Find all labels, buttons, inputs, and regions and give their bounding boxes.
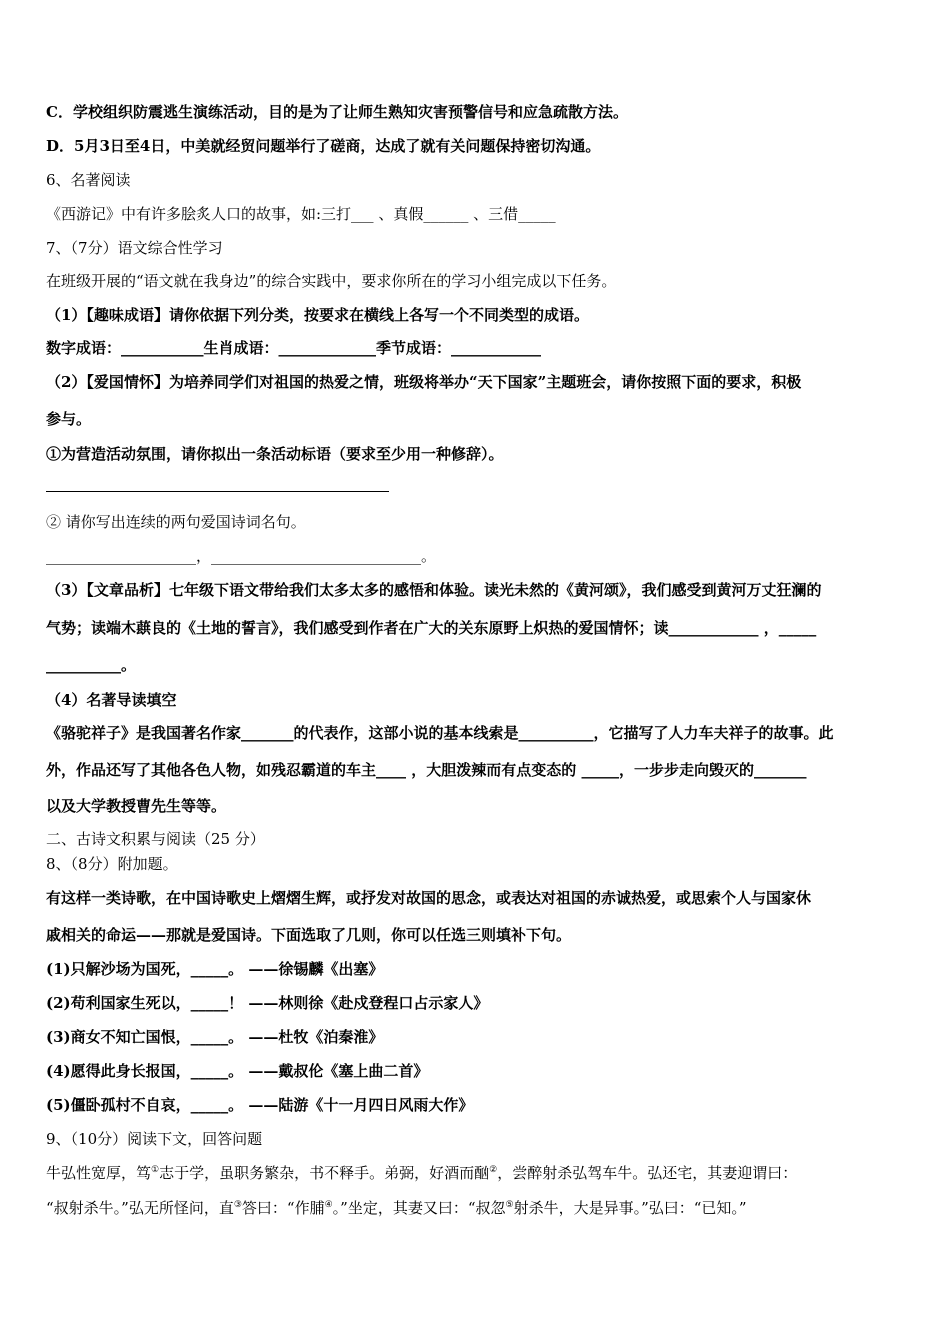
footnote-marker: ③ xyxy=(233,1200,242,1210)
task-2-title-cont: 参与。 xyxy=(46,410,92,428)
task-4-text: 《骆驼祥子》是我国著名作家_______的代表作，这部小说的基本线索是__________，它描写了人力车夫祥子的故事。此 xyxy=(46,724,834,742)
task-4-title: （4）名著导读填空 xyxy=(46,691,177,709)
task-3-blank-end: __________。 xyxy=(46,656,137,674)
passage-text: 射杀牛，大是异事。”弘曰：“已知。” xyxy=(513,1199,747,1217)
passage-text: ，尝醉射杀弘驾车牛。弘还宅，其妻迎谓曰： xyxy=(497,1164,798,1182)
poem-item-2: (2)苟利国家生死以，_____！ ——林则徐《赴戍登程口占示家人》 xyxy=(46,994,489,1012)
task-1-title: （1）【趣味成语】请你依据下列分类，按要求在横线上各写一个不同类型的成语。 xyxy=(46,306,589,324)
task-4-text-cont: 外，作品还写了其他各色人物，如残忍霸道的车主____ ，大胆泼辣而有点变态的 _____，一步步走向毁灭的_______ xyxy=(46,761,807,779)
question-8-title: 8、（8分）附加题。 xyxy=(46,855,178,873)
task-2-title: （2）【爱国情怀】为培养同学们对祖国的热爱之情，班级将举办“天下国家”主题班会，请你按照下面的要求，积极 xyxy=(46,373,802,391)
question-7-title: 7、（7分）语文综合性学习 xyxy=(46,239,223,257)
task-2-item-2-blanks: ____________________，____________________________。 xyxy=(46,547,437,565)
passage-text: 志于学，虽职务繁杂，书不释手。弟弼，好酒而酗 xyxy=(159,1164,490,1182)
task-2-item-2: ② 请你写出连续的两句爱国诗词名句。 xyxy=(46,513,306,531)
task-3-text-cont: 气势；读端木蕻良的《土地的誓言》，我们感受到作者在广大的关东原野上炽热的爱国情怀；读____________ ，_____ xyxy=(46,619,817,637)
task-4-text-end: 以及大学教授曹先生等等。 xyxy=(46,797,227,815)
option-d: D．5月3日至4日，中美就经贸问题举行了磋商，达成了就有关问题保持密切沟通。 xyxy=(46,137,601,155)
answer-line xyxy=(46,491,389,492)
passage-text: 牛弘性宽厚，笃 xyxy=(46,1164,152,1182)
question-7-intro: 在班级开展的“语文就在我身边”的综合实践中，要求你所在的学习小组完成以下任务。 xyxy=(46,272,617,290)
passage-text: “叔射杀牛。”弘无所怪问，直 xyxy=(46,1199,234,1217)
poem-item-3: (3)商女不知亡国恨，_____。 ——杜牧《泊秦淮》 xyxy=(46,1028,384,1046)
passage-text: 答曰：“作脯 xyxy=(241,1199,325,1217)
question-6-title: 6、名著阅读 xyxy=(46,171,131,189)
passage-line-1 xyxy=(46,1163,906,1183)
section-2-heading: 二、古诗文积累与阅读（25 分） xyxy=(46,830,265,848)
option-c: C．学校组织防震逃生演练活动，目的是为了让师生熟知灾害预警信号和应急疏散方法。 xyxy=(46,103,628,121)
poem-item-4: (4)愿得此身长报国，_____。 ——戴叔伦《塞上曲二首》 xyxy=(46,1062,429,1080)
question-8-intro-cont: 戚相关的命运——那就是爱国诗。下面选取了几则，你可以任选三则填补下句。 xyxy=(46,926,572,944)
task-1-blanks: 数字成语：___________生肖成语：_____________季节成语：____________ xyxy=(46,339,542,357)
poem-item-1: (1)只解沙场为国死，_____。 ——徐锡麟《出塞》 xyxy=(46,960,384,978)
question-6-text: 《西游记》中有许多脍炙人口的故事，如:三打___ 、真假______ 、三借_____ xyxy=(46,205,556,223)
passage-line-2 xyxy=(46,1198,906,1218)
passage-text: 。”坐定，其妻又曰：“叔忽 xyxy=(332,1199,506,1217)
footnote-marker: ② xyxy=(489,1165,498,1175)
poem-item-5: (5)僵卧孤村不自哀，_____。 ——陆游《十一月四日风雨大作》 xyxy=(46,1096,474,1114)
task-2-item-1: ①为营造活动氛围，请你拟出一条活动标语（要求至少用一种修辞）。 xyxy=(46,445,504,463)
question-9-title: 9、（10分）阅读下文，回答问题 xyxy=(46,1130,263,1148)
footnote-marker: ① xyxy=(151,1165,160,1175)
footnote-marker: ④ xyxy=(324,1200,333,1210)
footnote-marker: ⑤ xyxy=(505,1200,514,1210)
question-8-intro: 有这样一类诗歌，在中国诗歌史上熠熠生辉，或抒发对故国的思念，或表达对祖国的赤诚热爱，或思索个人与国家休 xyxy=(46,889,812,907)
task-3-text: （3）【文章品析】七年级下语文带给我们太多太多的感悟和体验。读光未然的《黄河颂》，我们感受到黄河万丈狂澜的 xyxy=(46,581,822,599)
